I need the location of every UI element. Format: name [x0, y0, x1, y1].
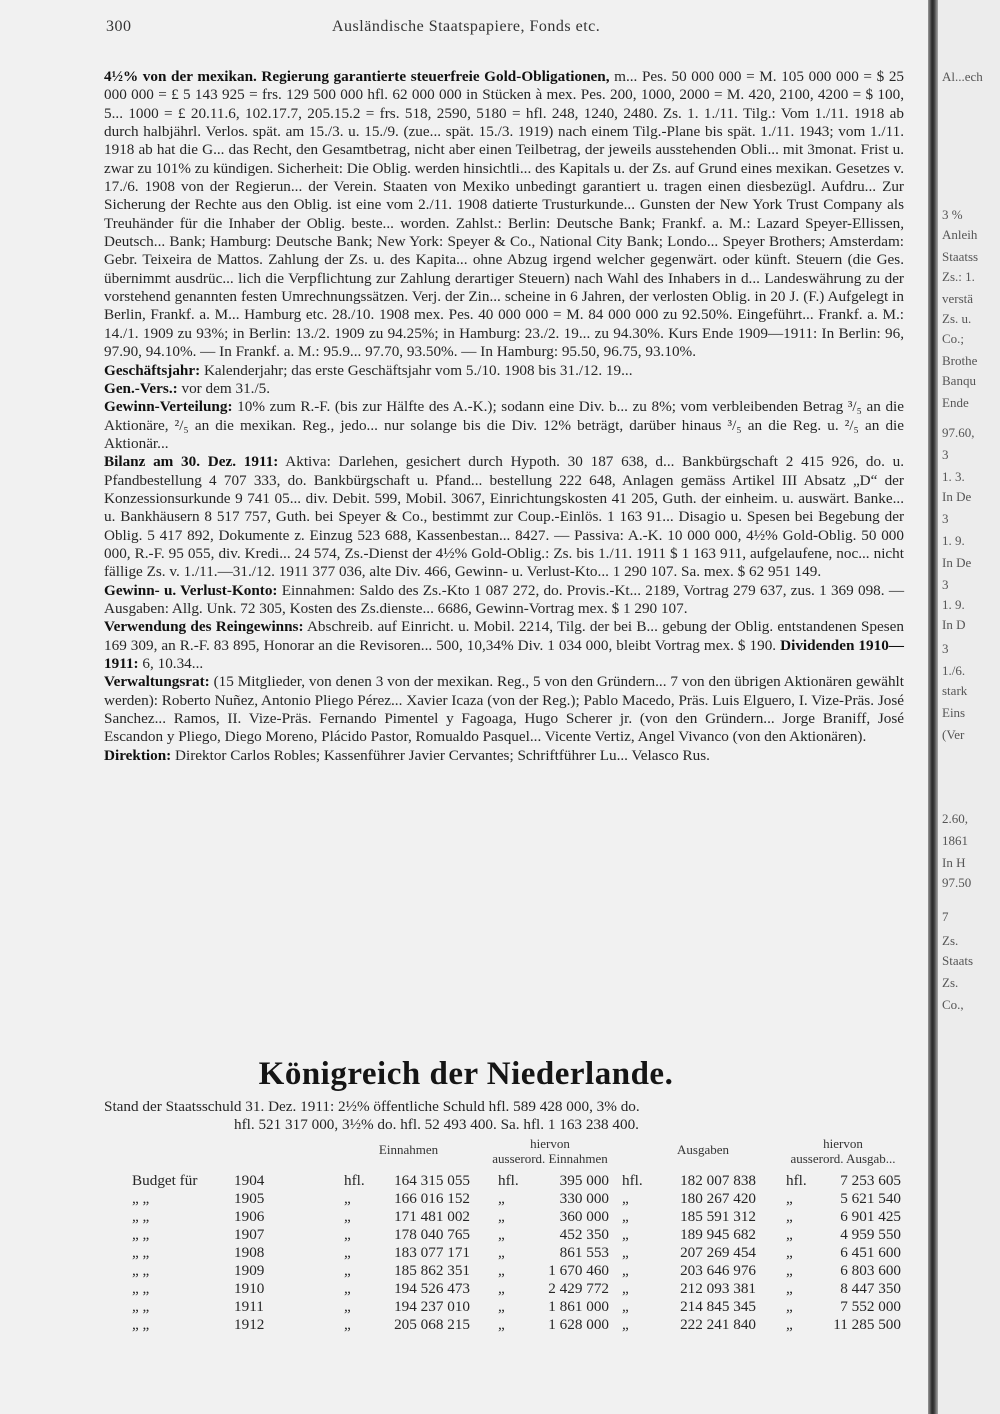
fragment-text: Eins [942, 705, 966, 720]
ausgaben-value: 180 267 420 [680, 1190, 756, 1207]
fragment-text: Anleih [942, 227, 978, 242]
budget-year: 1911 [234, 1298, 264, 1315]
fragment-text: Ende [942, 395, 969, 410]
ausserord-einnahmen-value: 1 861 000 [548, 1298, 609, 1315]
ausgaben-value: 207 269 454 [680, 1244, 756, 1261]
currency-mark: hfl. [622, 1172, 643, 1189]
budget-year: 1908 [234, 1244, 265, 1261]
currency-mark: „ [786, 1190, 793, 1207]
einnahmen-value: 171 481 002 [394, 1208, 470, 1225]
budget-year: 1906 [234, 1208, 265, 1225]
section-management [104, 747, 904, 765]
fragment-text: Banqu [942, 373, 976, 388]
ausserord-ausgaben-value: 6 803 600 [840, 1262, 901, 1279]
currency-mark: „ [786, 1226, 793, 1243]
currency-mark: „ [344, 1316, 351, 1333]
page-number: 300 [106, 18, 132, 35]
netherlands-heading: Königreich der Niederlande. [258, 1056, 674, 1092]
fragment-text: 3 [942, 641, 949, 656]
section-text: Kalenderjahr; das erste Geschäftsjahr vom 5./10. 1908 bis 31./12. 19... [203, 361, 633, 379]
budget-label: „ „ [132, 1298, 150, 1315]
fragment-text: 7 [942, 909, 949, 924]
ausserord-einnahmen-value: 395 000 [559, 1172, 609, 1189]
budget-label: „ „ [132, 1280, 150, 1297]
ausserord-einnahmen-value: 1 670 460 [548, 1262, 609, 1279]
loan-title: 4½% von der mexikan. Regierung garantierte steuerfreie Gold-Obligationen, [104, 68, 610, 85]
col-header-ausserord-ausgaben [758, 1136, 928, 1166]
budget-label: „ „ [132, 1190, 150, 1207]
fragment-text: 3 % [942, 207, 963, 222]
fragment-text: 1. 3. [942, 469, 965, 484]
page-gutter [928, 0, 938, 1414]
currency-mark: „ [498, 1280, 505, 1297]
ausserord-einnahmen-value: 861 553 [559, 1244, 609, 1261]
ausgaben-value: 214 845 345 [680, 1298, 756, 1315]
einnahmen-value: 178 040 765 [394, 1226, 470, 1243]
currency-mark: „ [622, 1208, 629, 1225]
fragment-text: (Ver [942, 727, 965, 742]
budget-table [104, 1172, 934, 1334]
section-general-meeting [104, 380, 904, 398]
col-header-line: hiervon [823, 1136, 863, 1151]
budget-row [104, 1280, 934, 1298]
section-text: Aktiva: Darlehen, gesichert durch Hypoth. 30 187 638, d... Bankbürgschaft 2 415 926, do. u. Pfandbestellung 4 707 333, do. Bankbürgschaft u. Pfand... bestellung 222 648, Anlagen gemäss Artikel III Absatz „D“ der Konzessionsurkunde 9 741 05... div. Debit. 599, Mobil. 3067, Einrichtungskosten 41 205, Guth. der einheim. u. auswärt. Banke... u. Bankhäusern 8 517 757, Guth. bei Speyer & Co., bestimmt zur Coup.-Einlös. 1 163 91... Disagio u. Spesen bei Begebung der Oblig. 5 417 892, Dokumente z. Einzug 523 688, Kassenbestan... 8427. — Passiva: A.-K. 10 000 000, 4½% Gold-Oblig. 50 000 000, R.-F. 95 055, div. Kredi... 24 574, Zs.-Dienst der 4½% Gold-Oblig.: Zs. bis 1./11. 1911 $ 1 163 911, aufgelaufene, noc... nicht fällige Zs. v. 1./11.—31./12. 1911 377 036, alte Div. 466, Gewinn- u. Verlust-Kto... 1 290 107. Sa. mex. $ 62 951 149. [104, 453, 905, 581]
budget-year: 1907 [234, 1226, 265, 1243]
section-label: Verwendung des Reingewinns: [104, 618, 304, 636]
section-label: Gewinn- u. Verlust-Konto: [104, 581, 278, 599]
netherlands-debt-statement [104, 1098, 904, 1134]
currency-mark: hfl. [498, 1172, 519, 1189]
currency-mark: „ [498, 1208, 505, 1225]
currency-mark: „ [622, 1280, 629, 1297]
budget-label: Budget für [132, 1172, 198, 1189]
budget-row [104, 1190, 934, 1208]
currency-mark: „ [498, 1298, 505, 1315]
mexico-entry [104, 68, 904, 765]
fragment-text: Zs. [942, 933, 959, 948]
currency-mark: „ [786, 1262, 793, 1279]
ausserord-einnahmen-value: 1 628 000 [548, 1316, 609, 1333]
ausserord-ausgaben-value: 6 451 600 [840, 1244, 901, 1261]
budget-row [104, 1244, 934, 1262]
currency-mark: hfl. [786, 1172, 807, 1189]
currency-mark: „ [622, 1298, 629, 1315]
fragment-text: In H [942, 855, 966, 870]
fragment-text: Staats [942, 953, 974, 968]
currency-mark: „ [498, 1244, 505, 1261]
ausgaben-value: 182 007 838 [680, 1172, 756, 1189]
einnahmen-value: 185 862 351 [394, 1262, 470, 1279]
fragment-text: 3 [942, 447, 949, 462]
currency-mark: „ [498, 1316, 505, 1333]
budget-year: 1904 [234, 1172, 265, 1189]
fragment-text: 1./6. [942, 663, 966, 678]
fragment-text: 1. 9. [942, 597, 965, 612]
einnahmen-value: 194 237 010 [394, 1298, 470, 1315]
col-header-ausgaben: Ausgaben [677, 1142, 729, 1157]
ausserord-einnahmen-value: 452 350 [559, 1226, 609, 1243]
currency-mark: „ [344, 1226, 351, 1243]
fragment-text: Zs. [942, 975, 959, 990]
section-board [104, 673, 904, 746]
budget-row [104, 1298, 934, 1316]
section-text: Direktor Carlos Robles; Kassenführer Javier Cervantes; Schriftführer Lu... Velasco Rus. [175, 746, 710, 764]
currency-mark: „ [344, 1262, 351, 1279]
ausserord-ausgaben-value: 7 253 605 [840, 1172, 901, 1189]
fragment-text: In De [942, 555, 972, 570]
running-header [0, 18, 932, 42]
currency-mark: „ [786, 1280, 793, 1297]
fragment-text: stark [942, 683, 968, 698]
loan-paragraph [104, 68, 904, 362]
budget-row [104, 1208, 934, 1226]
currency-mark: „ [344, 1244, 351, 1261]
section-text: Abschreib. auf Einricht. u. Mobil. 2214, Tilg. der bei B... gebung der Oblig. entstandenen Spesen 169 309, an R.-F. 83 895, Honorar an die Revisoren... 500, 10,34% Div. 1 034 000, bleibt Vortrag mex. $ 190. [104, 618, 905, 654]
col-header-ausserord-einnahmen [470, 1136, 630, 1166]
budget-label: „ „ [132, 1208, 150, 1225]
ausserord-einnahmen-value: 2 429 772 [548, 1280, 609, 1297]
section-text: 10% zum R.-F. (bis zur Hälfte des A.-K.); sodann eine Div. b... zu 8%; vom verbleibenden Betrag ³/₅ an die Aktionäre, ²/₅ an die mexikan. Reg., jedo... nur solange bis die Div. 12% beträgt, darüber hinaus ³/₅ an die Reg. u. ²/₅ an die Aktionär... [104, 398, 904, 452]
currency-mark: hfl. [344, 1172, 365, 1189]
fragment-text: 97.60, [942, 425, 975, 440]
einnahmen-value: 194 526 473 [394, 1280, 470, 1297]
ausgaben-value: 189 945 682 [680, 1226, 756, 1243]
col-header-line: hiervon [530, 1136, 570, 1151]
currency-mark: „ [344, 1208, 351, 1225]
currency-mark: „ [786, 1298, 793, 1315]
section-label: Gen.-Vers.: [104, 379, 178, 397]
currency-mark: „ [622, 1190, 629, 1207]
debt-line-2: hfl. 521 317 000, 3½% do. hfl. 52 493 400. Sa. hfl. 1 163 238 400. [234, 1116, 639, 1133]
fragment-text: 97.50 [942, 875, 972, 890]
fragment-text: 3 [942, 511, 949, 526]
fragment-text: verstä [942, 291, 974, 306]
currency-mark: „ [498, 1262, 505, 1279]
currency-mark: „ [344, 1280, 351, 1297]
fragment-text: Brothe [942, 353, 978, 368]
ausserord-ausgaben-value: 6 901 425 [840, 1208, 901, 1225]
currency-mark: „ [622, 1262, 629, 1279]
section-text: vor dem 31./5. [181, 379, 271, 397]
section-fiscal-year [104, 362, 904, 380]
section-label: Verwaltungsrat: [104, 673, 210, 691]
section-label: Gewinn-Verteilung: [104, 398, 233, 416]
currency-mark: „ [498, 1226, 505, 1243]
ausgaben-value: 212 093 381 [680, 1280, 756, 1297]
einnahmen-value: 205 068 215 [394, 1316, 470, 1333]
running-title: Ausländische Staatspapiere, Fonds etc. [332, 18, 601, 35]
ausserord-ausgaben-value: 8 447 350 [840, 1280, 901, 1297]
ausgaben-value: 222 241 840 [680, 1316, 756, 1333]
currency-mark: „ [622, 1226, 629, 1243]
section-profit-distribution [104, 398, 904, 453]
budget-year: 1909 [234, 1262, 265, 1279]
section-text: Einnahmen: Saldo des Zs.-Kto 1 087 272, do. Provis.-Kt... 2189, Vortrag 279 637, zus. 1 369 098. — Ausgaben: Allg. Unk. 72 305, Kosten des Zs.dienste... 6686, Gewinn-Vortrag mex. $ 1 290 107. [104, 581, 905, 617]
currency-mark: „ [498, 1190, 505, 1207]
einnahmen-value: 183 077 171 [394, 1244, 470, 1261]
section-text: (15 Mitglieder, von denen 3 von der mexikan. Reg., 5 von den Gründern... 7 von den übrigen Aktionären gewählt werden): Roberto Nuñez, Antonio Pliego Pérez... Xavier Icaza (von der Reg.); Pablo Macedo, Präs. Luis Elguero, I. Vize-Präs. José Sanchez... Ramos, II. Vize-Präs. Fernando Pimentel y Fagoaga, Hugo Scherer jr. (von den Gründern... Jorge Braniff, José Escandon y Pliego, Diego Moreno, Plácido Pastor, Romualdo Pasquel... Vicente Vertiz, Angel Vivanco (von den Aktionären). [104, 673, 904, 746]
currency-mark: „ [622, 1316, 629, 1333]
ausgaben-value: 203 646 976 [680, 1262, 756, 1279]
dividends-text: 6, 10.34... [142, 655, 204, 672]
ausserord-ausgaben-value: 7 552 000 [840, 1298, 901, 1315]
budget-row [104, 1172, 934, 1190]
budget-year: 1905 [234, 1190, 265, 1207]
budget-label: „ „ [132, 1316, 150, 1333]
einnahmen-value: 164 315 055 [394, 1172, 470, 1189]
budget-label: „ „ [132, 1262, 150, 1279]
fragment-text: Zs. u. [942, 311, 972, 326]
adjacent-page-fragment [938, 0, 1000, 1414]
currency-mark: „ [622, 1244, 629, 1261]
budget-row [104, 1226, 934, 1244]
section-balance-sheet [104, 453, 904, 581]
currency-mark: „ [786, 1316, 793, 1333]
budget-row [104, 1262, 934, 1280]
section-profit-loss [104, 582, 904, 619]
fragment-text: 3 [942, 577, 949, 592]
einnahmen-value: 166 016 152 [394, 1190, 470, 1207]
col-header-line: ausserord. Einnahmen [492, 1151, 608, 1166]
budget-year: 1912 [234, 1316, 265, 1333]
budget-label: „ „ [132, 1244, 150, 1261]
fragment-text: 1861 [942, 833, 968, 848]
budget-row [104, 1316, 934, 1334]
fragment-text: 2.60, [942, 811, 968, 826]
ausgaben-value: 185 591 312 [680, 1208, 756, 1225]
ausserord-einnahmen-value: 360 000 [559, 1208, 609, 1225]
fragment-text: Al...ech [942, 69, 983, 84]
fragment-text: In D [942, 617, 966, 632]
col-header-line: ausserord. Ausgab... [790, 1151, 896, 1166]
budget-year: 1910 [234, 1280, 265, 1297]
section-label: Direktion: [104, 746, 172, 764]
dividends-label: Dividenden 1910—1911: [104, 636, 904, 672]
loan-text: m... Pes. 50 000 000 = M. 105 000 000 = $ 25 000 000 = £ 5 143 925 = frs. 129 500 000 hfl. 62 000 000 in Stücken à mex. Pes. 200, 1000, 2000 = M. 420, 2100, 4200 = $ 100, 5... 1000 = £ 20.11.6, 102.17.7, 205.15.2 = frs. 518, 2590, 5180 = hfl. 248, 1240, 2480. Zs. 1. 1./11. Tilg.: Vom 1./11. 1918 ab durch halbjährl. Verlos. spät. am 15./3. u. 15./9. (zue... spät. 15./3. 1919) nach einem Tilg.-Plane bis spät. 1./11. 1943; vom 1./11. 1918 ab hat die G... das Recht, den Gesamtbetrag, nicht aber einen Teilbetrag, der jeweils ausstehenden Obli... mit 3monat. Frist u. zwar zu 101% zu kündigen. Sicherheit: Die Oblig. werden hinsichtli... des Kapitals u. der Zs. auf Grund eines mexikan. Gesetzes v. 17./6. 1908 von der Regierun... der Verein. Staaten von Mexiko unbedingt garantiert u. tragen einen diesbezügl. Aufdru... Zur Sicherung der Rechte aus den Oblig. ist eine vom 2./11. 1908 datierte Trusturkunde... Gunsten der New York Trust Company als Treuhänder für die Inhaber der Oblig. beste... worden. Zahlst.: Berlin: Deutsche Bank; Frankf. a. M.: Lazard Speyer-Ellissen, Deutsch... Bank; Hamburg: Deutsche Bank; New York: Speyer & Co., National City Bank; Londo... Speyer Brothers; Amsterdam: Gebr. Teixeira de Mattos. Zahlung der Zs. u. des Kapita... ohne Abzug irgend welcher gegenwärt. oder künft. Steuern (die Ges. übernimmt ausdrüc... lich die Verpflichtung zur Zahlung derartiger Steuern) nach Wahl des Inhabers in d... Landeswährung zu der vorstehend genannten festen Umrechnungssätzen. Verj. der Zin... scheine in 6 Jahren, der verlosten Oblig. in 20 J. (F.) Aufgelegt in Berlin, Frankf. a. M... Hamburg etc. 28./10. 1908 mex. Pes. 40 000 000 = M. 84 000 000 zu 92.50%. Eingeführt... Frankf. a. M.: 14./1. 1909 zu 93%; in Berlin: 13./2. 1909 zu 94.25%; in Hamburg: 23./2. 19... zu 94.30%. Kurs Ende 1909—1911: In Berlin: 96, 97.90, 94.10%. — In Frankf. a. M.: 95.9... 97.70, 93.50%. — In Hamburg: 95.50, 96.75, 93.10%. [104, 68, 905, 361]
fragment-text: 1. 9. [942, 533, 965, 548]
budget-label: „ „ [132, 1226, 150, 1243]
section-net-profit-use [104, 618, 904, 673]
currency-mark: „ [786, 1244, 793, 1261]
fragment-text: Co., [942, 997, 964, 1012]
fragment-text: In De [942, 489, 972, 504]
currency-mark: „ [344, 1298, 351, 1315]
currency-mark: „ [344, 1190, 351, 1207]
fragment-text: Zs.: 1. [942, 269, 975, 284]
ausserord-ausgaben-value: 5 621 540 [840, 1190, 901, 1207]
debt-line-1: Stand der Staatsschuld 31. Dez. 1911: 2½% öffentliche Schuld hfl. 589 428 000, 3% do. [104, 1098, 640, 1115]
section-label: Bilanz am 30. Dez. 1911: [104, 453, 279, 471]
ausserord-einnahmen-value: 330 000 [559, 1190, 609, 1207]
ausserord-ausgaben-value: 4 959 550 [840, 1226, 901, 1243]
section-label: Geschäftsjahr: [104, 361, 201, 379]
fragment-text: Staatss [942, 249, 979, 264]
ausserord-ausgaben-value: 11 285 500 [833, 1316, 901, 1333]
currency-mark: „ [786, 1208, 793, 1225]
col-header-einnahmen: Einnahmen [378, 1142, 439, 1157]
fragment-text: Co.; [942, 331, 965, 346]
